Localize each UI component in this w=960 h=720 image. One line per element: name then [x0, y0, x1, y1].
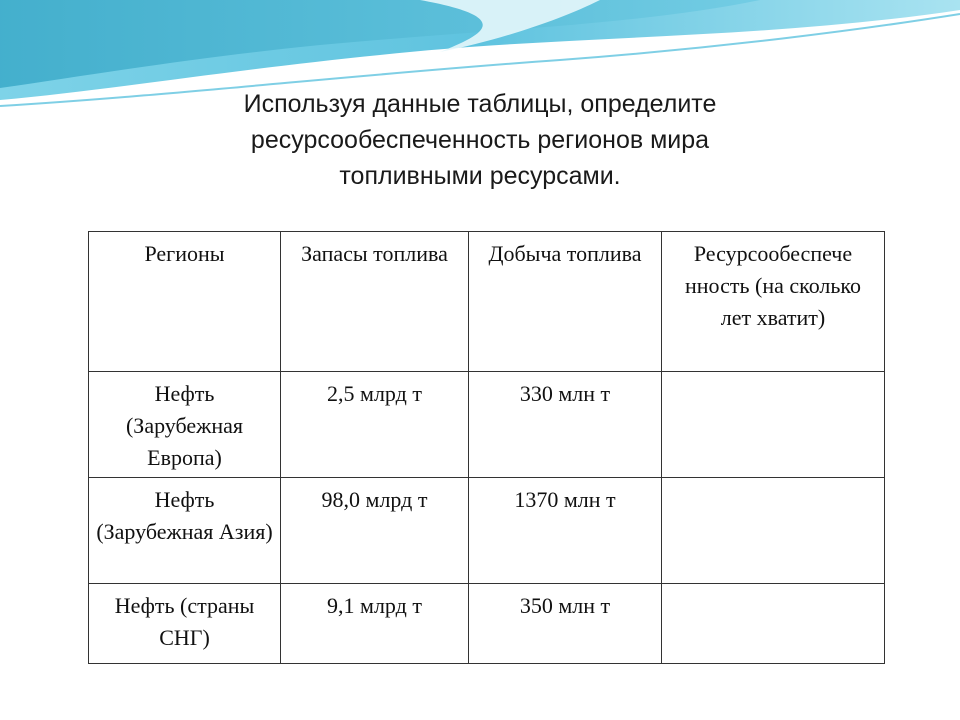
- table-row: [89, 478, 885, 584]
- title-line-2: ресурсообеспеченность регионов мира: [250, 126, 710, 154]
- header-resource-supply: Ресурсообеспече нность (на сколько лет хватит): [662, 232, 885, 372]
- cell-reserves: 98,0 млрд т: [281, 478, 469, 584]
- cell-reserves: 2,5 млрд т: [281, 372, 469, 478]
- cell-production: 1370 млн т: [469, 478, 662, 584]
- cell-production: 330 млн т: [469, 372, 662, 478]
- table-row: [89, 584, 885, 664]
- header-regions: Регионы: [89, 232, 281, 372]
- cell-production: 350 млн т: [469, 584, 662, 664]
- table-header-row: [89, 232, 885, 372]
- header-production: Добыча топлива: [469, 232, 662, 372]
- cell-region: Нефть (Зарубежная Европа): [89, 372, 281, 478]
- title-line-1: Используя данные таблицы, определите: [243, 90, 717, 118]
- cell-supply[interactable]: [662, 584, 885, 664]
- cell-region: Нефть (Зарубежная Азия): [89, 478, 281, 584]
- title-line-3: топливными ресурсами.: [339, 162, 621, 190]
- cell-region: Нефть (страны СНГ): [89, 584, 281, 664]
- header-reserves: Запасы топлива: [281, 232, 469, 372]
- table-row: [89, 372, 885, 478]
- cell-supply[interactable]: [662, 478, 885, 584]
- cell-supply[interactable]: [662, 372, 885, 478]
- cell-reserves: 9,1 млрд т: [281, 584, 469, 664]
- fuel-resources-table: [88, 231, 885, 664]
- slide-title: [150, 86, 810, 194]
